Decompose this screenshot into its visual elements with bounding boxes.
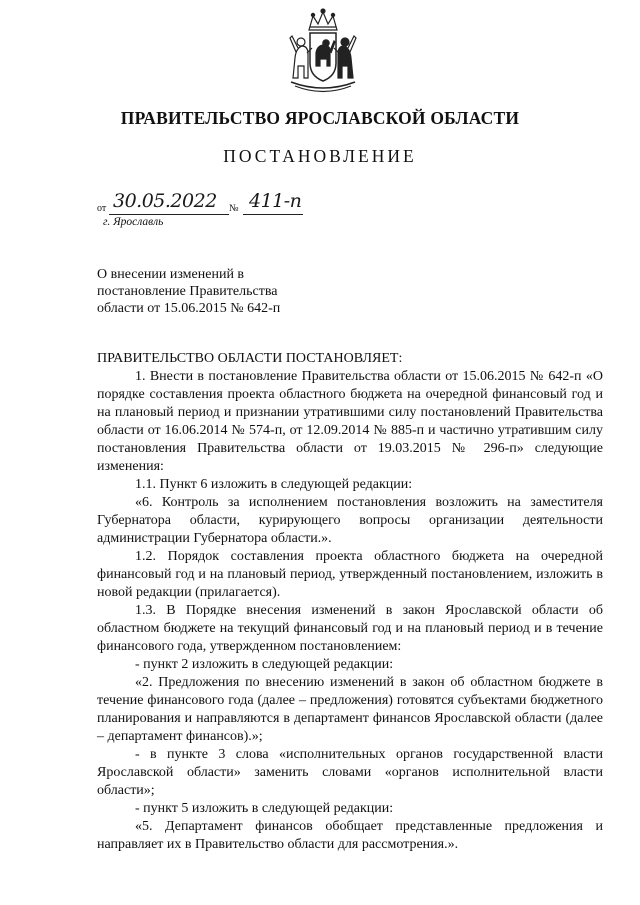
coat-of-arms-emblem <box>283 8 363 94</box>
body-paragraph: - в пункте 3 слова «исполнительных органов государственной власти Ярославской области» заменить словами «органов исполнительной власти области»; <box>97 747 603 798</box>
number-underline <box>243 214 303 215</box>
body-paragraph: «5. Департамент финансов обобщает представленные предложения и направляет их в Правительство области для рассмотрения.». <box>97 819 603 852</box>
number-prefix: № <box>229 203 239 214</box>
document-kind: ПОСТАНОВЛЕНИЕ <box>223 146 417 166</box>
date-prefix: от <box>97 203 107 214</box>
yaroslavl-coat-of-arms-icon <box>283 8 363 94</box>
government-title: ПРАВИТЕЛЬСТВО ЯРОСЛАВСКОЙ ОБЛАСТИ <box>120 108 520 128</box>
subject-line: О внесении изменений в <box>97 267 245 282</box>
body-paragraph: 1.2. Порядок составления проекта областного бюджета на очередной финансовый год и на плановый период, утвержденный постановлением, изложить в новой редакции (прилагается). <box>97 549 603 600</box>
document-body <box>97 350 603 854</box>
body-paragraph: 1.3. В Порядке внесения изменений в закон Ярославской области об областном бюджете на текущий финансовый год и на плановый период и в течение финансового года, утвержденном постановлением: <box>97 603 603 654</box>
body-paragraph: «6. Контроль за исполнением постановления возложить на заместителя Губернатора области, курирующего вопросы организации деятельности администрации Губернатора области.». <box>97 495 603 546</box>
document-subject <box>97 266 280 317</box>
subject-line: области от 15.06.2015 № 642-п <box>97 301 281 316</box>
date-handwritten: 30.05.2022 <box>113 190 217 212</box>
number-handwritten: 411-п <box>249 190 302 212</box>
registration-line <box>97 191 337 217</box>
body-paragraph: 1. Внести в постановление Правительства области от 15.06.2015 № 642-п «О порядке составления проекта областного бюджета на очередной финансовый год и на плановый период и признании утратившими силу постановлений Правительства области от 16.06.2014 № 574-п, от 12.09.2014 № 885-п и частично утратившим силу постановления Правительства области от 19.03.2015 № 296-п» следующие изменения: <box>97 369 603 474</box>
body-paragraph: - пункт 2 изложить в следующей редакции: <box>135 657 394 672</box>
body-paragraph: - пункт 5 изложить в следующей редакции: <box>135 801 394 816</box>
body-paragraph: «2. Предложения по внесению изменений в закон об областном бюджете в течение финансового года (далее – предложения) готовятся субъектами бюджетного планирования и направляются в департамент финансов Ярославской области (далее – департамент финансов).»; <box>97 675 603 744</box>
city: г. Ярославль <box>103 216 164 228</box>
resolution-heading: ПРАВИТЕЛЬСТВО ОБЛАСТИ ПОСТАНОВЛЯЕТ: <box>97 351 403 366</box>
body-paragraph: 1.1. Пункт 6 изложить в следующей редакции: <box>135 477 413 492</box>
subject-line: постановление Правительства <box>97 284 278 299</box>
date-underline <box>109 214 229 215</box>
